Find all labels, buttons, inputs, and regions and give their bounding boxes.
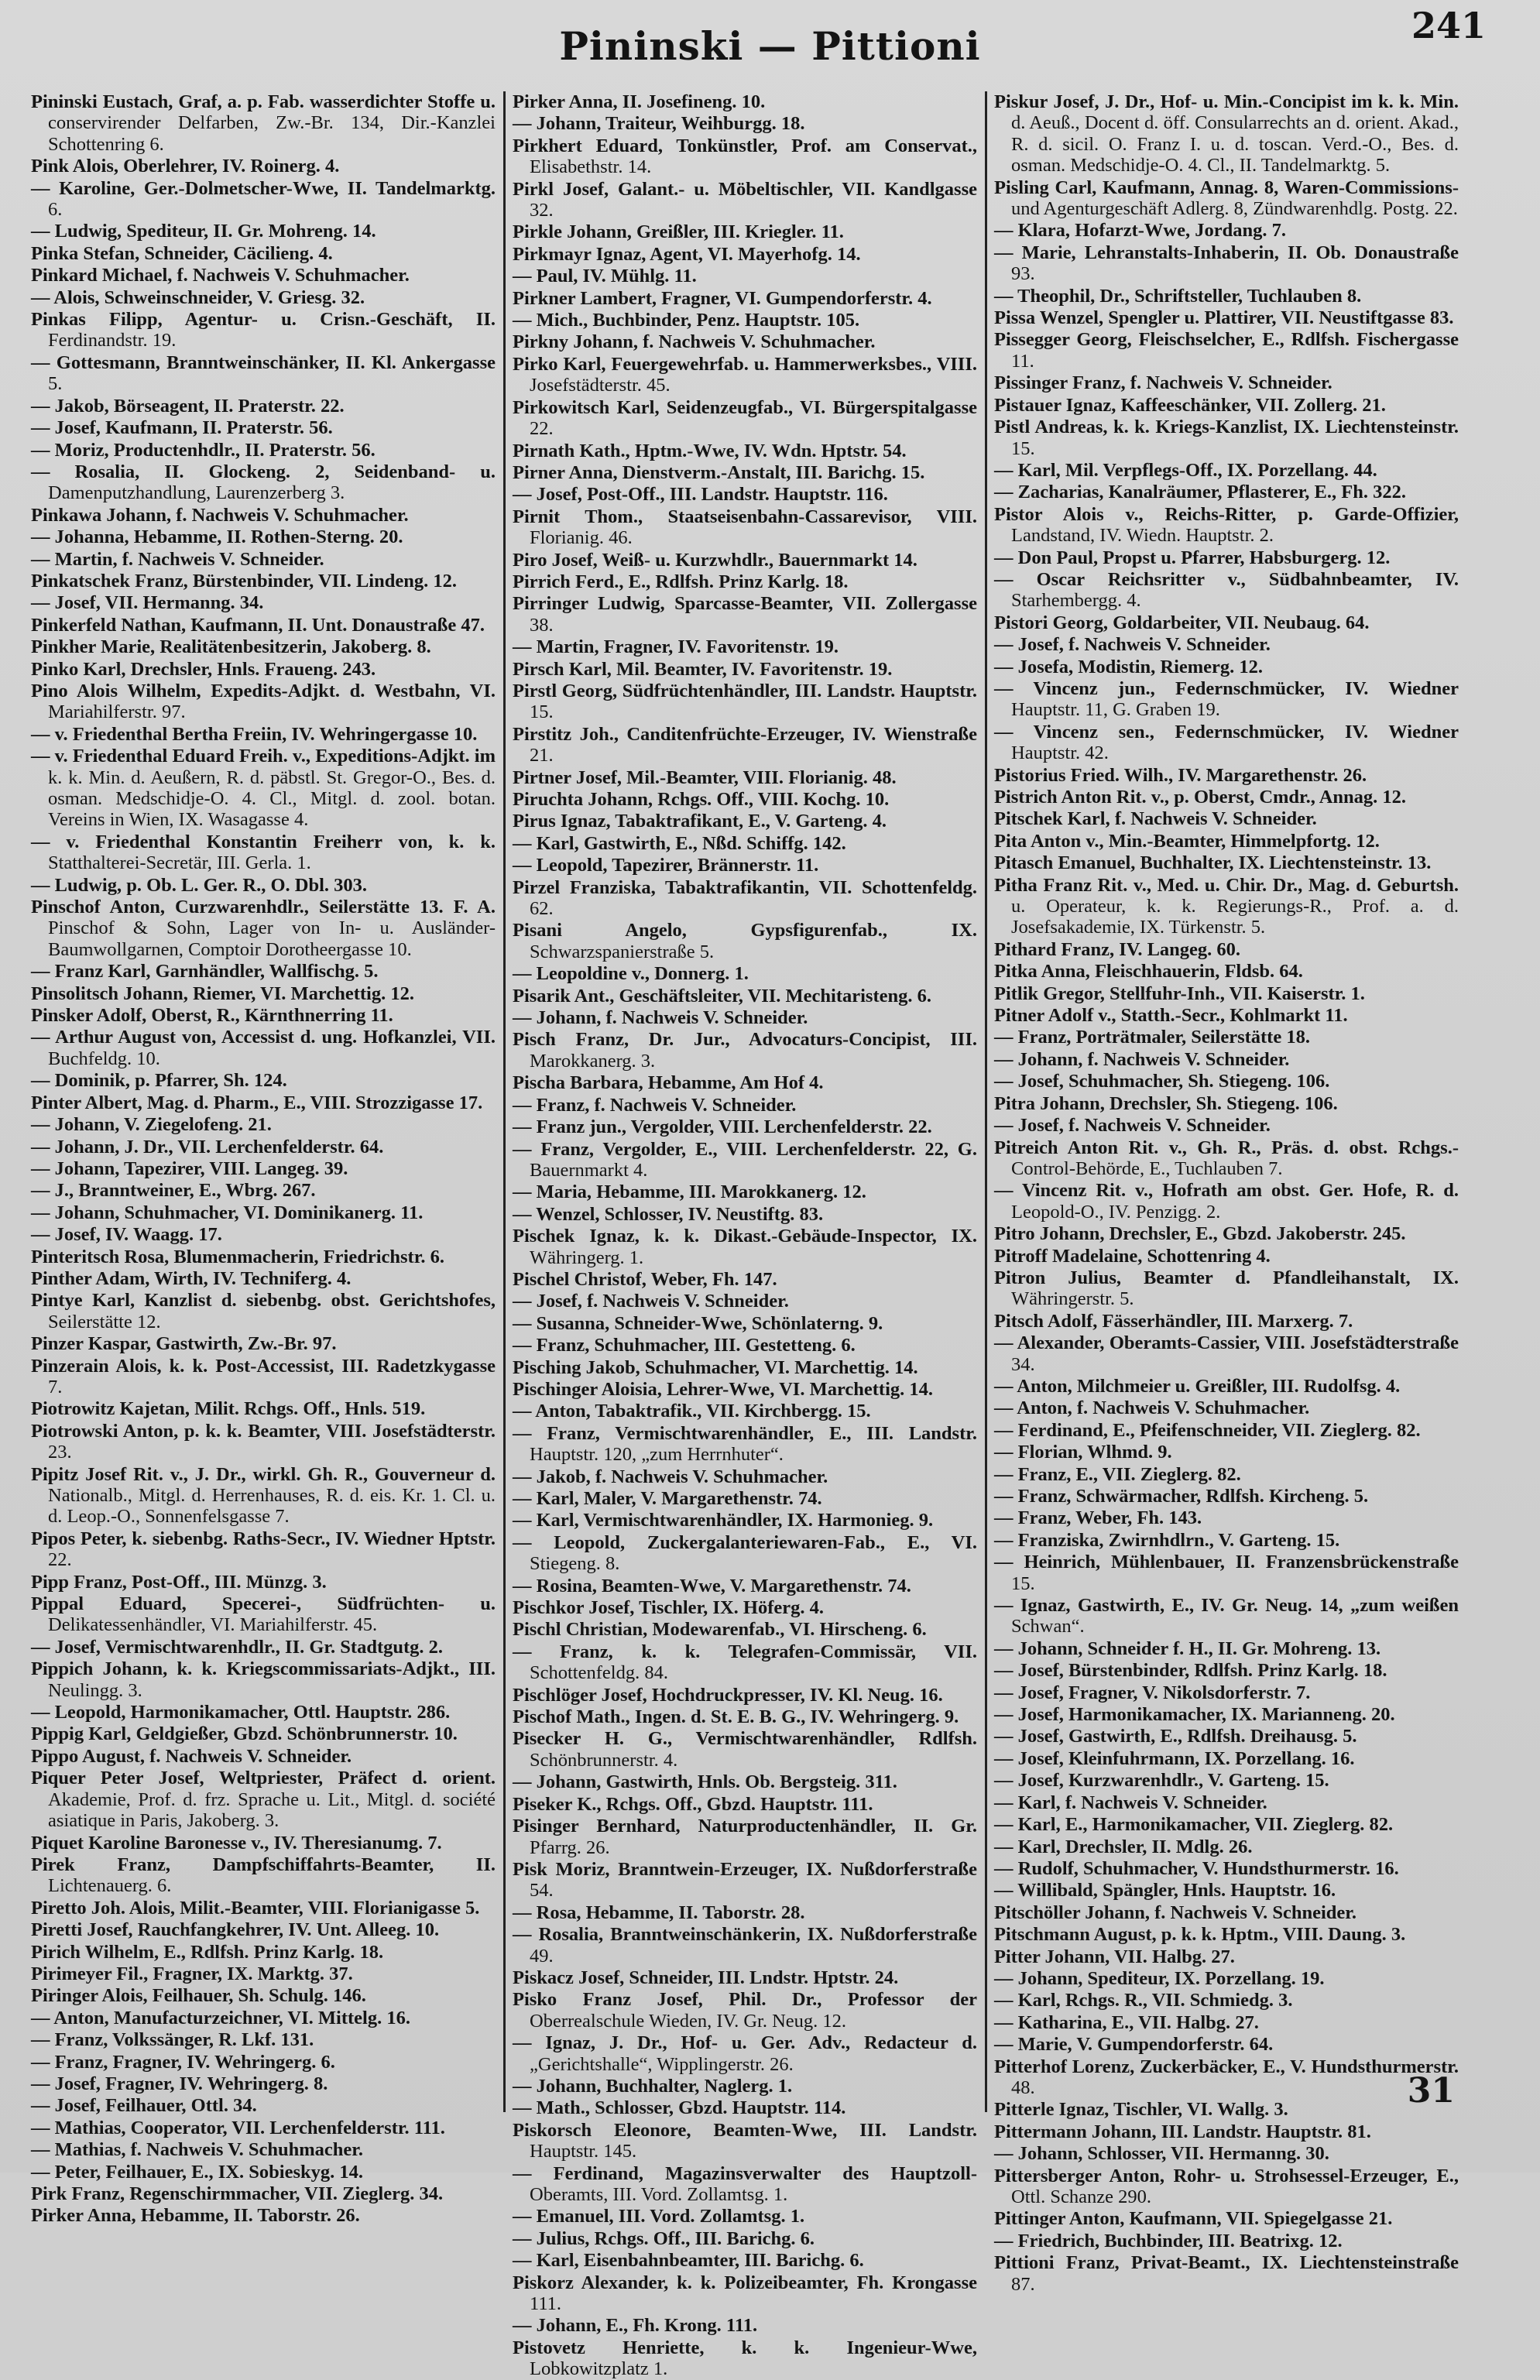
- directory-entry: — Ferdinand, Magazinsverwalter des Hauptzoll-Oberamts, III. Vord. Zollamtsg. 1.: [513, 2162, 977, 2205]
- directory-entry: Pissegger Georg, Fleischselcher, E., Rdlfsh. Fischergasse 11.: [994, 329, 1459, 372]
- directory-entry: — Jakob, f. Nachweis V. Schuhmacher.: [513, 1466, 828, 1487]
- directory-entry: — Susanna, Schneider-Wwe, Schönlaterng. 9.: [513, 1312, 883, 1334]
- directory-entry: Pinter Albert, Mag. d. Pharm., E., VIII. Strozzigasse 17.: [31, 1092, 483, 1113]
- directory-entry: Pittermann Johann, III. Landstr. Hauptstr. 81.: [994, 2121, 1371, 2142]
- directory-entry: Pitreich Anton Rit. v., Gh. R., Präs. d. obst. Rchgs.-Control-Behörde, E., Tuchlauben 7.: [994, 1137, 1459, 1179]
- directory-entry: — Franz, f. Nachweis V. Schneider.: [513, 1094, 797, 1116]
- directory-entry: — Franz, Porträtmaler, Seilerstätte 18.: [994, 1027, 1310, 1048]
- directory-entry: Pistori Georg, Goldarbeiter, VII. Neubaug. 64.: [994, 612, 1370, 633]
- directory-entry: — Karl, Vermischtwarenhändler, IX. Harmonieg. 9.: [513, 1510, 934, 1531]
- directory-entry: Pitsch Adolf, Fässerhändler, III. Marxerg. 7.: [994, 1310, 1353, 1332]
- directory-entry: — Rosalia, II. Glockeng. 2, Seidenband- u. Damenputzhandlung, Laurenzerberg 3.: [31, 461, 496, 504]
- directory-entry: Pischinger Aloisia, Lehrer-Wwe, VI. Marchettig. 14.: [513, 1378, 934, 1400]
- directory-entry: — Paul, IV. Mühlg. 11.: [513, 266, 697, 287]
- directory-entry: Pitschek Karl, f. Nachweis V. Schneider.: [994, 808, 1317, 830]
- directory-entry: — Vincenz jun., Federnschmücker, IV. Wiedner Hauptstr. 11, G. Graben 19.: [994, 677, 1459, 721]
- directory-entry: Pinkard Michael, f. Nachweis V. Schuhmacher.: [31, 265, 410, 286]
- directory-entry: Piskorsch Eleonore, Beamten-Wwe, III. Landstr. Hauptstr. 145.: [513, 2119, 977, 2162]
- directory-entry: Pinkawa Johann, f. Nachweis V. Schuhmacher.: [31, 504, 409, 526]
- column-divider: [985, 91, 987, 2112]
- directory-entry: — Vincenz sen., Federnschmücker, IV. Wiedner Hauptstr. 42.: [994, 721, 1459, 764]
- directory-entry: — Martin, f. Nachweis V. Schneider.: [31, 548, 324, 570]
- directory-entry: — Johann, V. Ziegelofeng. 21.: [31, 1114, 272, 1136]
- page-number-top: 241: [1411, 5, 1486, 46]
- directory-entry: Pinschof Anton, Curzwarenhdlr., Seilerstätte 13. F. A. Pinschof & Sohn, Lager von In- u. Ausländer-Baumwollgarnen, Comptoir Dorotheergasse 10.: [31, 897, 496, 960]
- directory-entry: Pisko Franz Josef, Phil. Dr., Professor der Oberrealschule Wieden, IV. Gr. Neug. 12.: [513, 1989, 977, 2032]
- directory-entry: — Math., Schlosser, Gbzd. Hauptstr. 114.: [513, 2097, 846, 2119]
- directory-entry: Pippo August, f. Nachweis V. Schneider.: [31, 1745, 352, 1767]
- directory-entry: Pitschmann August, p. k. k. Hptm., VIII. Daung. 3.: [994, 1924, 1406, 1946]
- directory-entry: Pischkor Josef, Tischler, IX. Höferg. 4.: [513, 1597, 824, 1619]
- directory-entry: — Franz, Fragner, IV. Wehringerg. 6.: [31, 2051, 335, 2073]
- directory-entry: — Johann, Schneider f. H., II. Gr. Mohreng. 13.: [994, 1638, 1381, 1659]
- directory-entry: Pinther Adam, Wirth, IV. Techniferg. 4.: [31, 1267, 352, 1289]
- directory-entry: Pinkher Marie, Realitätenbesitzerin, Jakoberg. 8.: [31, 636, 431, 658]
- directory-entry: Pistor Alois v., Reichs-Ritter, p. Garde-Offizier, Landstand, IV. Wiedn. Hauptstr. 2.: [994, 503, 1459, 547]
- directory-entry: Pinkas Filipp, Agentur- u. Crisn.-Geschäft, II. Ferdinandstr. 19.: [31, 309, 496, 352]
- directory-entry: Pippich Johann, k. k. Kriegscommissariats-Adjkt., III. Neulingg. 3.: [31, 1658, 496, 1701]
- directory-entry: — Josef, Schuhmacher, Sh. Stiegeng. 106.: [994, 1071, 1330, 1092]
- directory-entry: — Johann, Buchhalter, Naglerg. 1.: [513, 2075, 793, 2097]
- directory-entry: — Franz jun., Vergolder, VIII. Lerchenfelderstr. 22.: [513, 1116, 932, 1138]
- directory-entry: — Gottesmann, Branntweinschänker, II. Kl. Ankergasse 5.: [31, 352, 496, 395]
- directory-entry: Pirnath Kath., Hptm.-Wwe, IV. Wdn. Hptstr. 54.: [513, 440, 907, 461]
- directory-entry: — Leopold, Zuckergalanteriewaren-Fab., E., VI. Stiegeng. 8.: [513, 1531, 977, 1575]
- directory-entry: Pitha Franz Rit. v., Med. u. Chir. Dr., Mag. d. Geburtsh. u. Operateur, k. k. Regierungs-R., Prof. a. d. Josefsakademie, IX. Türkenstr. 5.: [994, 874, 1459, 938]
- directory-entry: — Franz, k. k. Telegrafen-Commissär, VII. Schottenfeldg. 84.: [513, 1641, 977, 1684]
- directory-entry: Pittinger Anton, Kaufmann, VII. Spiegelgasse 21.: [994, 2208, 1393, 2230]
- directory-entry: Pisecker H. G., Vermischtwarenhändler, Rdlfsh. Schönbrunnerstr. 4.: [513, 1728, 977, 1771]
- directory-entry: — Franz, Volkssänger, R. Lkf. 131.: [31, 2029, 314, 2051]
- directory-entry: Pischl Christian, Modewarenfab., VI. Hirscheng. 6.: [513, 1619, 927, 1641]
- directory-entry: Pittersberger Anton, Rohr- u. Strohsessel-Erzeuger, E., Ottl. Schanze 290.: [994, 2165, 1459, 2207]
- directory-entry: Piskacz Josef, Schneider, III. Lndstr. Hptstr. 24.: [513, 1967, 899, 1988]
- directory-entry: Pintye Karl, Kanzlist d. siebenbg. obst. Gerichtshofes, Seilerstätte 12.: [31, 1290, 496, 1332]
- directory-entry: Pirkl Josef, Galant.- u. Möbeltischler, VII. Kandlgasse 32.: [513, 178, 977, 221]
- directory-entry: — Karl, E., Harmonikamacher, VII. Zieglerg. 82.: [994, 1814, 1394, 1836]
- directory-entry: Pisinger Bernhard, Naturproductenhändler, II. Gr. Pfarrg. 26.: [513, 1816, 977, 1858]
- directory-entry: — Don Paul, Propst u. Pfarrer, Habsburgerg. 12.: [994, 547, 1391, 568]
- directory-entry: — Franz, Schuhmacher, III. Gestetteng. 6.: [513, 1335, 856, 1356]
- directory-entry: — Marie, Lehranstalts-Inhaberin, II. Ob. Donaustraße 93.: [994, 242, 1459, 285]
- directory-entry: — Franz, Vergolder, E., VIII. Lerchenfelderstr. 22, G. Bauernmarkt 4.: [513, 1138, 977, 1181]
- directory-entry: — Josef, Bürstenbinder, Rdlfsh. Prinz Karlg. 18.: [994, 1660, 1387, 1682]
- directory-entry: Pirkny Johann, f. Nachweis V. Schuhmacher.: [513, 331, 876, 353]
- directory-entry: Pinzer Kaspar, Gastwirth, Zw.-Br. 97.: [31, 1333, 337, 1355]
- directory-entry: Pitro Johann, Drechsler, E., Gbzd. Jakoberstr. 245.: [994, 1223, 1406, 1245]
- directory-entry: — Theophil, Dr., Schriftsteller, Tuchlauben 8.: [994, 285, 1362, 307]
- directory-entry: — Rosa, Hebamme, II. Taborstr. 28.: [513, 1902, 805, 1923]
- directory-entry: Piringer Alois, Feilhauer, Sh. Schulg. 146.: [31, 1985, 366, 2007]
- directory-entry: — Wenzel, Schlosser, IV. Neustiftg. 83.: [513, 1203, 824, 1225]
- directory-entry: — Josef, VII. Hermanng. 34.: [31, 592, 264, 614]
- directory-entry: — Marie, V. Gumpendorferstr. 64.: [994, 2034, 1274, 2056]
- directory-entry: — Friedrich, Buchbinder, III. Beatrixg. 12.: [994, 2230, 1343, 2251]
- directory-entry: Piretti Josef, Rauchfangkehrer, IV. Unt. Alleeg. 10.: [31, 1919, 440, 1941]
- directory-entry: — Jakob, Börseagent, II. Praterstr. 22.: [31, 395, 345, 417]
- directory-entry: — Franz, E., VII. Zieglerg. 82.: [994, 1463, 1241, 1485]
- directory-entry: Pissa Wenzel, Spengler u. Plattirer, VII. Neustiftgasse 83.: [994, 307, 1454, 329]
- directory-entry: — Katharina, E., VII. Halbg. 27.: [994, 2011, 1259, 2033]
- directory-entry: Pipitz Josef Rit. v., J. Dr., wirkl. Gh. R., Gouverneur d. Nationalb., Mitgl. d. Herrenhauses, R. d. eis. Kr. 1. Cl. u. d. Leop.-O., Sonnenfelsgasse 7.: [31, 1463, 496, 1528]
- directory-entry: — Moriz, Productenhdlr., II. Praterstr. 56.: [31, 439, 376, 461]
- directory-entry: — Johann, J. Dr., VII. Lerchenfelderstr. 64.: [31, 1136, 384, 1157]
- directory-entry: Pistovetz Henriette, k. k. Ingenieur-Wwe, Lobkowitzplatz 1.: [513, 2337, 977, 2380]
- directory-entry: — Martin, Fragner, IV. Favoritenstr. 19.: [513, 636, 839, 658]
- directory-entry: — Josef, Kurzwarenhdlr., V. Garteng. 15.: [994, 1770, 1329, 1792]
- directory-entry: Pinkerfeld Nathan, Kaufmann, II. Unt. Donaustraße 47.: [31, 614, 485, 636]
- directory-entry: — Leopold, Harmonikamacher, Ottl. Hauptstr. 286.: [31, 1702, 451, 1723]
- directory-entry: — Vincenz Rit. v., Hofrath am obst. Ger. Hofe, R. d. Leopold-O., IV. Penzigg. 2.: [994, 1180, 1459, 1223]
- directory-entry: — Josef, Kaufmann, II. Praterstr. 56.: [31, 417, 333, 439]
- directory-entry: — Maria, Hebamme, III. Marokkanerg. 12.: [513, 1181, 866, 1203]
- directory-entry: Pirsch Karl, Mil. Beamter, IV. Favoritenstr. 19.: [513, 658, 893, 680]
- directory-entry: — Ludwig, Spediteur, II. Gr. Mohreng. 14.: [31, 221, 376, 242]
- directory-entry: — Johann, f. Nachweis V. Schneider.: [994, 1048, 1290, 1070]
- directory-entry: Pirker Anna, II. Josefineng. 10.: [513, 91, 766, 112]
- directory-entry: — Johann, Traiteur, Weihburgg. 18.: [513, 113, 805, 135]
- directory-entry: — v. Friedenthal Konstantin Freiherr von, k. k. Statthalterei-Secretär, III. Gerla. 1.: [31, 831, 496, 874]
- directory-entry: — Karoline, Ger.-Dolmetscher-Wwe, II. Tandelmarktg. 6.: [31, 177, 496, 221]
- page-number-bottom: 31: [1407, 2071, 1455, 2111]
- directory-entry: — Josef, f. Nachweis V. Schneider.: [994, 634, 1271, 656]
- directory-entry: Pirimeyer Fil., Fragner, IX. Marktg. 37.: [31, 1963, 353, 1984]
- directory-entry: — Rosina, Beamten-Wwe, V. Margarethenstr. 74.: [513, 1575, 911, 1596]
- directory-entry: Pinko Karl, Drechsler, Hnls. Fraueng. 243.: [31, 658, 376, 680]
- directory-entry: — Franz, Vermischtwarenhändler, E., III. Landstr. Hauptstr. 120, „zum Herrnhuter“.: [513, 1422, 977, 1466]
- column-3: [994, 91, 1459, 2295]
- directory-entry: Piquer Peter Josef, Weltpriester, Präfect d. orient. Akademie, Prof. d. frz. Sprache u. Lit., Mitgl. d. société asiatique in Paris, Jakoberg. 3.: [31, 1768, 496, 1832]
- directory-entry: Pippal Eduard, Specerei-, Südfrüchten- u. Delikatessenhändler, VI. Mariahilferstr. 45.: [31, 1593, 496, 1636]
- directory-entry: — Josef, Fragner, V. Nikolsdorferstr. 7.: [994, 1682, 1311, 1703]
- directory-entry: — Mathias, Cooperator, VII. Lerchenfelderstr. 111.: [31, 2117, 445, 2138]
- directory-entry: — Johann, Schlosser, VII. Hermanng. 30.: [994, 2143, 1329, 2165]
- directory-entry: Pink Alois, Oberlehrer, IV. Roinerg. 4.: [31, 156, 340, 177]
- column-1: [31, 91, 496, 2227]
- directory-entry: Pirzel Franziska, Tabaktrafikantin, VII. Schottenfeldg. 62.: [513, 876, 977, 920]
- directory-entry: Pitroff Madelaine, Schottenring 4.: [994, 1245, 1271, 1267]
- directory-entry: — Leopoldine v., Donnerg. 1.: [513, 963, 749, 985]
- directory-entry: — Franz, Schwärmacher, Rdlfsh. Kircheng. 5.: [994, 1486, 1369, 1507]
- directory-entry: Pirus Ignaz, Tabaktrafikant, E., V. Garteng. 4.: [513, 811, 887, 832]
- directory-entry: — Florian, Wlhmd. 9.: [994, 1442, 1172, 1463]
- directory-entry: — Josef, Gastwirth, E., Rdlfsh. Dreihausg. 5.: [994, 1726, 1357, 1747]
- directory-entry: Pitlik Gregor, Stellfuhr-Inh., VII. Kaiserstr. 1.: [994, 983, 1365, 1004]
- directory-entry: Pisk Moriz, Branntwein-Erzeuger, IX. Nußdorferstraße 54.: [513, 1858, 977, 1902]
- directory-entry: Pirrich Ferd., E., Rdlfsh. Prinz Karlg. 18.: [513, 571, 849, 592]
- directory-entry: Pischof Math., Ingen. d. St. E. B. G., IV. Wehringerg. 9.: [513, 1706, 959, 1728]
- directory-entry: Piotrowski Anton, p. k. k. Beamter, VIII. Josefstädterstr. 23.: [31, 1420, 496, 1463]
- directory-entry: Pirtner Josef, Mil.-Beamter, VIII. Florianig. 48.: [513, 766, 897, 788]
- directory-entry: — Anton, Tabaktrafik., VII. Kirchbergg. 15.: [513, 1401, 871, 1422]
- directory-entry: Pisch Franz, Dr. Jur., Advocaturs-Concipist, III. Marokkanerg. 3.: [513, 1029, 977, 1072]
- directory-entry: — Willibald, Spängler, Hnls. Hauptstr. 16.: [994, 1880, 1336, 1902]
- directory-entry: — Mathias, f. Nachweis V. Schuhmacher.: [31, 2139, 364, 2161]
- directory-entry: Pissinger Franz, f. Nachweis V. Schneider.: [994, 372, 1332, 394]
- directory-entry: — Karl, Mil. Verpflegs-Off., IX. Porzellang. 44.: [994, 459, 1377, 481]
- directory-entry: — Arthur August von, Accessist d. ung. Hofkanzlei, VII. Buchfeldg. 10.: [31, 1027, 496, 1069]
- directory-entry: Piotrowitz Kajetan, Milit. Rchgs. Off., Hnls. 519.: [31, 1398, 426, 1420]
- directory-entry: — Leopold, Tapezirer, Brännerstr. 11.: [513, 855, 819, 876]
- directory-entry: — Josef, Vermischtwarenhdlr., II. Gr. Stadtgutg. 2.: [31, 1636, 444, 1658]
- directory-entry: — Karl, Gastwirth, E., Nßd. Schiffg. 142.: [513, 832, 846, 854]
- directory-entry: — Josef, f. Nachweis V. Schneider.: [994, 1115, 1271, 1137]
- page-title: Pininski — Pittioni: [559, 23, 981, 69]
- directory-entry: — Franz, Weber, Fh. 143.: [994, 1507, 1202, 1529]
- directory-entry: Piskur Josef, J. Dr., Hof- u. Min.-Concipist im k. k. Min. d. Aeuß., Docent d. öff. Consularrechts an d. orient. Akad., R. d. sicil. O. Franz I. u. d. toscan. Verd.-O., Bes. d. osman. Medschidje-O. 4. Cl., II. Tandelmarktg. 5.: [994, 91, 1459, 177]
- directory-entry: Pinsker Adolf, Oberst, R., Kärnthnerring 11.: [31, 1005, 393, 1027]
- directory-entry: Pisling Carl, Kaufmann, Annag. 8, Waren-Commissions- und Agenturgeschäft Adlerg. 8, Zündwarenhdlg. Postg. 22.: [994, 177, 1459, 220]
- directory-entry: Piretto Joh. Alois, Milit.-Beamter, VIII. Florianigasse 5.: [31, 1897, 480, 1919]
- directory-entry: Piruchta Johann, Rchgs. Off., VIII. Kochg. 10.: [513, 789, 890, 810]
- directory-entry: Pinka Stefan, Schneider, Cäcilieng. 4.: [31, 242, 333, 264]
- directory-entry: Pino Alois Wilhelm, Expedits-Adjkt. d. Westbahn, VI. Mariahilferstr. 97.: [31, 680, 496, 723]
- directory-entry: — v. Friedenthal Eduard Freih. v., Expeditions-Adjkt. im k. k. Min. d. Aeußern, R. d. päbstl. St. Gregor-O., Bes. d. osman. Medschidje-O. 4. Cl., Mitgl. d. zool. botan. Vereins in Wien, IX. Wasagasse 4.: [31, 746, 496, 831]
- directory-entry: Pitterle Ignaz, Tischler, VI. Wallg. 3.: [994, 2099, 1288, 2121]
- directory-entry: Pirko Karl, Feuergewehrfab. u. Hammerwerksbes., VIII. Josefstädterstr. 45.: [513, 353, 977, 396]
- directory-entry: — Rosalia, Branntweinschänkerin, IX. Nußdorferstraße 49.: [513, 1924, 977, 1967]
- directory-entry: Pirker Anna, Hebamme, II. Taborstr. 26.: [31, 2205, 360, 2227]
- directory-entry: Pirner Anna, Dienstverm.-Anstalt, III. Barichg. 15.: [513, 461, 925, 483]
- directory-entry: Pisarik Ant., Geschäftsleiter, VII. Mechitaristeng. 6.: [513, 985, 931, 1007]
- directory-entry: Pitschöller Johann, f. Nachweis V. Schneider.: [994, 1902, 1357, 1923]
- directory-entry: — v. Friedenthal Bertha Freiin, IV. Wehringergasse 10.: [31, 723, 478, 745]
- directory-entry: — Karl, Eisenbahnbeamter, III. Barichg. 6.: [513, 2250, 864, 2272]
- directory-entry: — Oscar Reichsritter v., Südbahnbeamter, IV. Starhembergg. 4.: [994, 568, 1459, 612]
- directory-entry: Pirstitz Joh., Canditenfrüchte-Erzeuger, IV. Wienstraße 21.: [513, 723, 977, 766]
- directory-entry: Pinteritsch Rosa, Blumenmacherin, Friedrichstr. 6.: [31, 1246, 444, 1267]
- directory-entry: Pitasch Emanuel, Buchhalter, IX. Liechtensteinstr. 13.: [994, 852, 1432, 874]
- directory-entry: — Julius, Rchgs. Off., III. Barichg. 6.: [513, 2227, 815, 2249]
- directory-entry: Pischa Barbara, Hebamme, Am Hof 4.: [513, 1072, 824, 1094]
- directory-entry: Pirnit Thom., Staatseisenbahn-Cassarevisor, VIII. Florianig. 46.: [513, 506, 977, 549]
- directory-entry: — Karl, f. Nachweis V. Schneider.: [994, 1792, 1267, 1813]
- directory-entry: Pirkhert Eduard, Tonkünstler, Prof. am Conservat., Elisabethstr. 14.: [513, 135, 977, 178]
- directory-entry: — Dominik, p. Pfarrer, Sh. 124.: [31, 1070, 287, 1092]
- directory-entry: Pitner Adolf v., Statth.-Secr., Kohlmarkt 11.: [994, 1005, 1348, 1027]
- directory-entry: — Josef, Kleinfuhrmann, IX. Porzellang. 16.: [994, 1747, 1355, 1769]
- directory-entry: — Josef, Fragner, IV. Wehringerg. 8.: [31, 2073, 328, 2094]
- directory-entry: Pirkowitsch Karl, Seidenzeugfab., VI. Bürgerspitalgasse 22.: [513, 396, 977, 440]
- directory-entry: Pinzerain Alois, k. k. Post-Accessist, III. Radetzkygasse 7.: [31, 1355, 496, 1397]
- directory-entry: Piro Josef, Weiß- u. Kurzwhdlr., Bauernmarkt 14.: [513, 549, 917, 571]
- directory-entry: — Franz Karl, Garnhändler, Wallfischg. 5.: [31, 961, 379, 983]
- directory-entry: Pisching Jakob, Schuhmacher, VI. Marchettig. 14.: [513, 1356, 918, 1378]
- directory-entry: Pitter Johann, VII. Halbg. 27.: [994, 1946, 1235, 1967]
- directory-entry: Pistorius Fried. Wilh., IV. Margarethenstr. 26.: [994, 764, 1367, 786]
- directory-entry: — Zacharias, Kanalräumer, Pflasterer, E., Fh. 322.: [994, 482, 1406, 503]
- directory-entry: — Anton, Milchmeier u. Greißler, III. Rudolfsg. 4.: [994, 1375, 1401, 1397]
- directory-entry: — Rudolf, Schuhmacher, V. Hundsthurmerstr. 16.: [994, 1857, 1399, 1879]
- directory-entry: — Peter, Feilhauer, E., IX. Sobieskyg. 14.: [31, 2161, 363, 2183]
- directory-entry: Pitron Julius, Beamter d. Pfandleihanstalt, IX. Währingerstr. 5.: [994, 1267, 1459, 1310]
- directory-entry: — Johann, E., Fh. Krong. 111.: [513, 2315, 758, 2337]
- directory-entry: Pirich Wilhelm, E., Rdlfsh. Prinz Karlg. 18.: [31, 1941, 384, 1963]
- directory-entry: Pischlöger Josef, Hochdruckpresser, IV. Kl. Neug. 16.: [513, 1684, 943, 1706]
- directory-entry: — Johann, Gastwirth, Hnls. Ob. Bergsteig. 311.: [513, 1771, 897, 1793]
- directory-entry: Pipp Franz, Post-Off., III. Münzg. 3.: [31, 1571, 327, 1593]
- directory-entry: — Ferdinand, E., Pfeifenschneider, VII. Zieglerg. 82.: [994, 1419, 1421, 1441]
- directory-entry: Pippig Karl, Geldgießer, Gbzd. Schönbrunnerstr. 10.: [31, 1723, 458, 1745]
- directory-entry: Piseker K., Rchgs. Off., Gbzd. Hauptstr. 111.: [513, 1793, 873, 1815]
- directory-entry: — Emanuel, III. Vord. Zollamtsg. 1.: [513, 2206, 805, 2227]
- directory-entry: Pirkner Lambert, Fragner, VI. Gumpendorferstr. 4.: [513, 287, 932, 309]
- directory-entry: — Josef, Post-Off., III. Landstr. Hauptstr. 116.: [513, 484, 888, 506]
- directory-entry: — J., Branntweiner, E., Wbrg. 267.: [31, 1180, 316, 1202]
- directory-entry: — Karl, Rchgs. R., VII. Schmiedg. 3.: [994, 1990, 1293, 2011]
- directory-entry: — Alexander, Oberamts-Cassier, VIII. Josefstädterstraße 34.: [994, 1332, 1459, 1375]
- directory-entry: Pithard Franz, IV. Langeg. 60.: [994, 938, 1241, 960]
- directory-entry: Pinkatschek Franz, Bürstenbinder, VII. Lindeng. 12.: [31, 570, 457, 592]
- directory-entry: — Alois, Schweinschneider, V. Griesg. 32.: [31, 286, 365, 308]
- directory-entry: — Johann, Spediteur, IX. Porzellang. 19.: [994, 1967, 1325, 1989]
- directory-entry: Pita Anton v., Min.-Beamter, Himmelpfortg. 12.: [994, 830, 1380, 852]
- directory-entry: Pirkle Johann, Greißler, III. Kriegler. 11.: [513, 221, 844, 243]
- directory-entry: Pirringer Ludwig, Sparcasse-Beamter, VII. Zollergasse 38.: [513, 593, 977, 636]
- directory-entry: — Josef, f. Nachweis V. Schneider.: [513, 1291, 789, 1312]
- directory-entry: — Heinrich, Mühlenbauer, II. Franzensbrückenstraße 15.: [994, 1552, 1459, 1594]
- directory-entry: Pitra Johann, Drechsler, Sh. Stiegeng. 106.: [994, 1092, 1338, 1114]
- directory-entry: — Josef, Harmonikamacher, IX. Marianneng. 20.: [994, 1704, 1395, 1726]
- directory-entry: Pitterhof Lorenz, Zuckerbäcker, E., V. Hundsthurmerstr. 48.: [994, 2056, 1459, 2098]
- directory-entry: — Klara, Hofarzt-Wwe, Jordang. 7.: [994, 220, 1286, 242]
- directory-entry: Pinsolitsch Johann, Riemer, VI. Marchettig. 12.: [31, 983, 414, 1004]
- directory-entry: Pistrich Anton Rit. v., p. Oberst, Cmdr., Annag. 12.: [994, 787, 1407, 808]
- directory-entry: Pistauer Ignaz, Kaffeeschänker, VII. Zollerg. 21.: [994, 394, 1386, 416]
- directory-entry: — Ignaz, Gastwirth, E., IV. Gr. Neug. 14, „zum weißen Schwan“.: [994, 1595, 1459, 1638]
- directory-entry: Pittioni Franz, Privat-Beamt., IX. Liechtensteinstraße 87.: [994, 2252, 1459, 2295]
- directory-entry: — Anton, Manufacturzeichner, VI. Mittelg. 16.: [31, 2007, 410, 2028]
- directory-entry: Pirk Franz, Regenschirmmacher, VII. Zieglerg. 34.: [31, 2183, 444, 2204]
- directory-entry: — Karl, Maler, V. Margarethenstr. 74.: [513, 1488, 822, 1509]
- directory-entry: — Johann, Schuhmacher, VI. Dominikanerg. 11.: [31, 1202, 424, 1223]
- directory-entry: — Josef, Feilhauer, Ottl. 34.: [31, 2095, 257, 2117]
- directory-entry: Piquet Karoline Baronesse v., IV. Theresianumg. 7.: [31, 1832, 442, 1854]
- directory-entry: — Franziska, Zwirnhdlrn., V. Garteng. 15.: [994, 1529, 1340, 1551]
- directory-entry: Pipos Peter, k. siebenbg. Raths-Secr., IV. Wiedner Hptstr. 22.: [31, 1528, 496, 1571]
- directory-entry: Pistl Andreas, k. k. Kriegs-Kanzlist, IX. Liechtensteinstr. 15.: [994, 417, 1459, 459]
- directory-entry: — Johann, f. Nachweis V. Schneider.: [513, 1007, 808, 1029]
- directory-entry: — Karl, Drechsler, II. Mdlg. 26.: [994, 1836, 1253, 1857]
- directory-entry: — Johann, Tapezirer, VIII. Langeg. 39.: [31, 1157, 348, 1179]
- directory-entry: — Ignaz, J. Dr., Hof- u. Ger. Adv., Redacteur d. „Gerichtshalle“, Wipplingerstr. 26.: [513, 2032, 977, 2075]
- directory-entry: — Johanna, Hebamme, II. Rothen-Sterng. 20.: [31, 526, 403, 548]
- directory-entry: Pischek Ignaz, k. k. Dikast.-Gebäude-Inspector, IX. Währingerg. 1.: [513, 1226, 977, 1268]
- directory-entry: Pirstl Georg, Südfrüchtenhändler, III. Landstr. Hauptstr. 15.: [513, 680, 977, 723]
- directory-entry: Pitka Anna, Fleischhauerin, Fldsb. 64.: [994, 961, 1303, 983]
- directory-entry: Pininski Eustach, Graf, a. p. Fab. wasserdichter Stoffe u. conservirender Delfarben, Zw.-Br. 134, Dir.-Kanzlei Schottenring 6.: [31, 91, 496, 155]
- directory-entry: — Anton, f. Nachweis V. Schuhmacher.: [994, 1397, 1310, 1419]
- directory-entry: Piskorz Alexander, k. k. Polizeibeamter, Fh. Krongasse 111.: [513, 2272, 977, 2315]
- directory-entry: — Mich., Buchbinder, Penz. Hauptstr. 105.: [513, 310, 860, 331]
- directory-entry: — Josefa, Modistin, Riemerg. 12.: [994, 656, 1264, 677]
- directory-entry: Pischel Christof, Weber, Fh. 147.: [513, 1268, 777, 1290]
- column-divider: [503, 91, 506, 2112]
- directory-entry: — Ludwig, p. Ob. L. Ger. R., O. Dbl. 303.: [31, 874, 368, 896]
- directory-entry: — Josef, IV. Waagg. 17.: [31, 1224, 222, 1246]
- directory-entry: Pirek Franz, Dampfschiffahrts-Beamter, II. Lichtenauerg. 6.: [31, 1854, 496, 1897]
- directory-entry: Pisani Angelo, Gypsfigurenfab., IX. Schwarzspanierstraße 5.: [513, 920, 977, 962]
- directory-entry: Pirkmayr Ignaz, Agent, VI. Mayerhofg. 14.: [513, 243, 861, 265]
- column-2: [513, 91, 977, 2380]
